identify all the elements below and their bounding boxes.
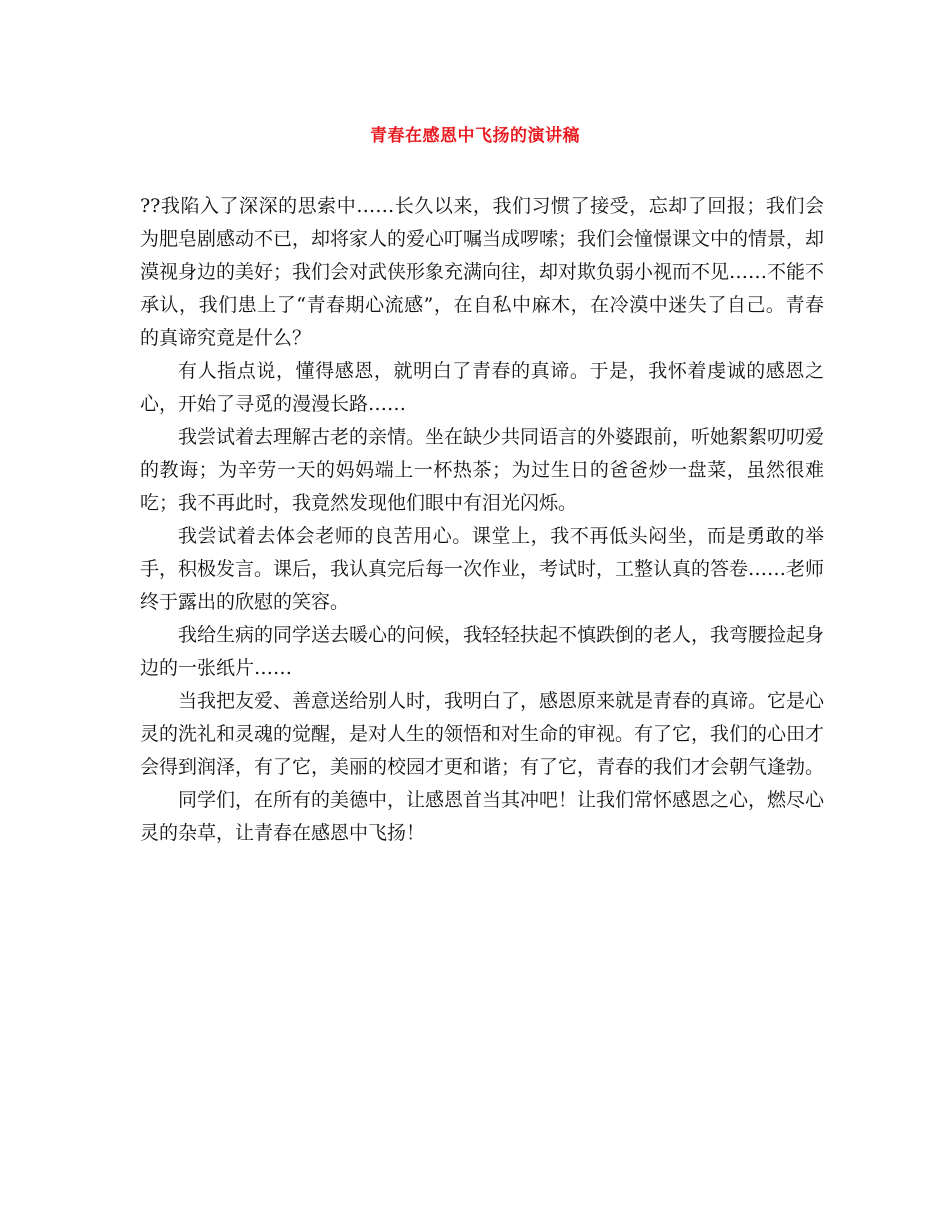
paragraph-2: 有人指点说，懂得感恩，就明白了青春的真谛。于是，我怀着虔诚的感恩之心，开始了寻觅的漫漫长路…… bbox=[140, 360, 824, 415]
paragraph-3: 我尝试着去理解古老的亲情。坐在缺少共同语言的外婆跟前，听她絮絮叨叨爱的教诲；为辛劳一天的妈妈端上一杯热茶；为过生日的爸爸炒一盘菜，虽然很难吃；我不再此时，我竟然发现他们眼中有泪光闪烁。 bbox=[140, 426, 825, 514]
paragraph-1: ??我陷入了深深的思索中……长久以来，我们习惯了接受，忘却了回报；我们会为肥皂剧感动不已，却将家人的爱心叮嘱当成啰嗦；我们会憧憬课文中的情景，却漠视身边的美好；我们会对武侠形象充满向往，却对欺负弱小视而不见……不能不承认，我们患上了“青春期心流感”，在自私中麻木，在冷漠中迷失了自己。青春的真谛究竟是什么？ bbox=[140, 195, 825, 349]
document-title: 青春在感恩中飞扬的演讲稿 bbox=[370, 126, 580, 146]
paragraph-6: 当我把友爱、善意送给别人时，我明白了，感恩原来就是青春的真谛。它是心灵的洗礼和灵魂的觉醒，是对人生的领悟和对生命的审视。有了它，我们的心田才会得到润泽，有了它，美丽的校园才更和谐；有了它，青春的我们才会朝气逢勃。 bbox=[140, 690, 825, 778]
document-body bbox=[140, 190, 824, 850]
paragraph-5: 我给生病的同学送去暖心的问候，我轻轻扶起不慎跌倒的老人，我弯腰捡起身边的一张纸片…… bbox=[140, 624, 825, 679]
paragraph-7: 同学们，在所有的美德中，让感恩首当其冲吧！让我们常怀感恩之心，燃尽心灵的杂草，让青春在感恩中飞扬！ bbox=[140, 789, 825, 844]
paragraph-4: 我尝试着去体会老师的良苦用心。课堂上，我不再低头闷坐，而是勇敢的举手，积极发言。课后，我认真完后每一次作业，考试时，工整认真的答卷……老师终于露出的欣慰的笑容。 bbox=[140, 525, 825, 613]
